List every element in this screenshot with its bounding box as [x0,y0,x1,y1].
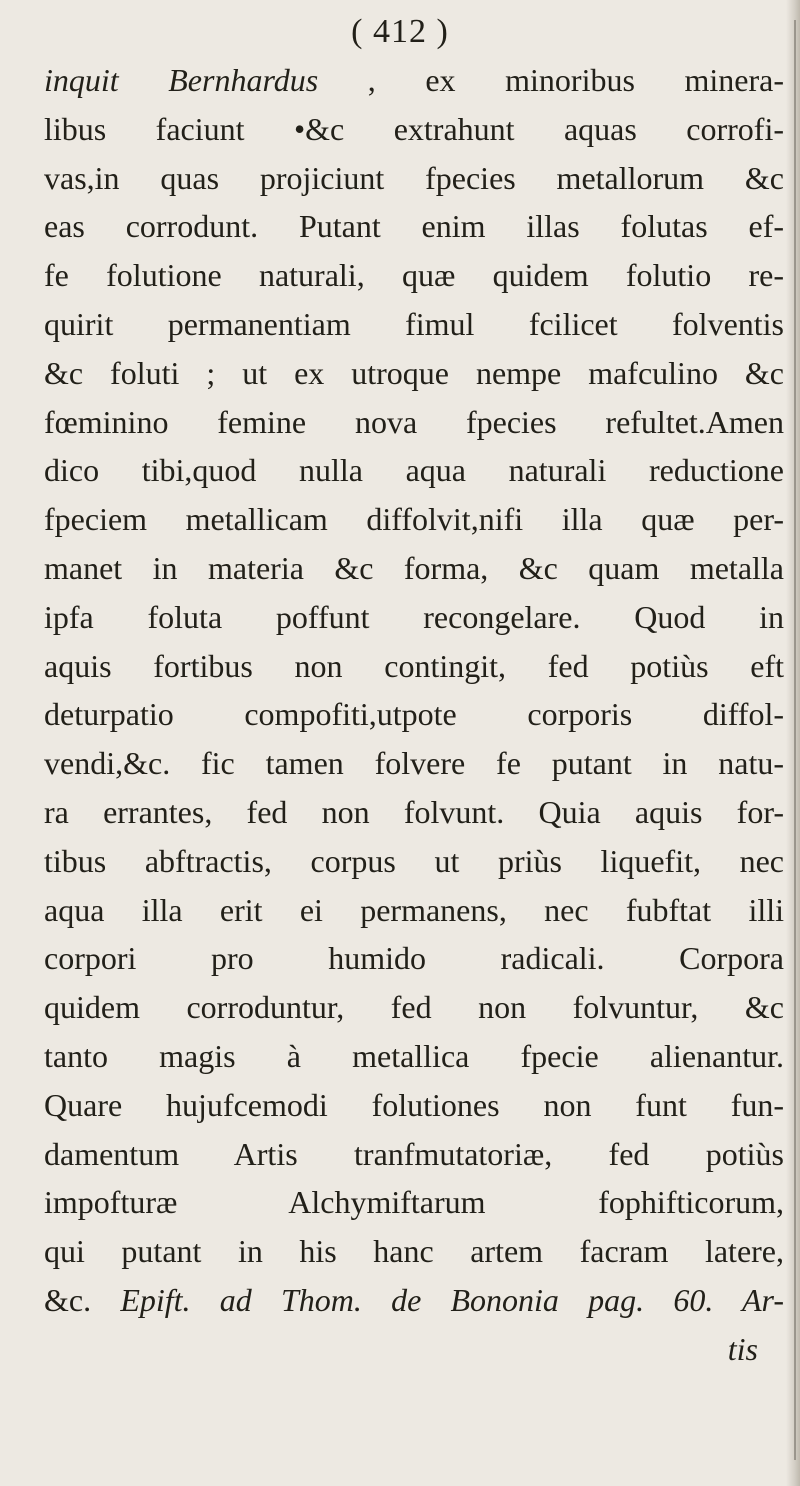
text-line: quidem corroduntur, fed non folvuntur, &c [44,989,784,1026]
text-line: deturpatio compofiti,utpote corporis diffol- [44,696,784,733]
text-line: ra errantes, fed non folvunt. Quia aquis for- [44,793,784,830]
text-line: &c foluti ; ut ex utroque nempe mafculino &c [44,354,784,391]
text-line: aqua illa erit ei permanens, nec fubftat illi [44,891,784,928]
text-line: impofturæ Alchymiftarum fophifticorum, [44,1184,784,1221]
text-line: damentum Artis tranfmutatoriæ, fed potiùs [44,1135,784,1172]
line-text: &c. [44,1281,121,1318]
text-line: manet in materia &c forma, &c quam metalla [44,549,784,586]
text-line: fpeciem metallicam diffolvit,nifi illa quæ per- [44,501,784,538]
citation: Epift. ad Thom. de Bononia pag. 60. Ar- [120,1281,785,1318]
text-line [44,1276,784,1325]
text-line: tanto magis à metallica fpecie alienantur. [44,1037,784,1074]
text-line: ipfa foluta poffunt recongelare. Quod in [44,598,784,635]
text-line [44,56,784,105]
body-text [44,56,784,1374]
text-line: Quare hujufcemodi folutiones non funt fun- [44,1086,784,1123]
text-line: dico tibi,quod nulla aqua naturali reductione [44,452,784,489]
text-line: vas,in quas projiciunt fpecies metallorum &c [44,159,784,196]
text-line: eas corrodunt. Putant enim illas folutas ef- [44,208,784,245]
text-line: qui putant in his hanc artem facram latere, [44,1233,784,1270]
page-number: ( 412 ) [351,13,449,50]
text-line: fœminino femine nova fpecies refultet.Amen [44,403,784,440]
text-line: tibus abftractis, corpus ut priùs liquefit, nec [44,842,784,879]
text-line: quirit permanentiam fimul fcilicet folventis [44,305,784,342]
text-line: fe folutione naturali, quæ quidem folutio re- [44,257,784,294]
binding-line [794,20,796,1460]
text-line: libus faciunt •&c extrahunt aquas corrofi- [44,110,784,147]
text-line: vendi,&c. fic tamen folvere fe putant in natu- [44,745,784,782]
cited-author: inquit Bernhardus [44,62,319,98]
catchword: tis [727,1330,758,1367]
text-line: corpori pro humido radicali. Corpora [44,940,784,977]
line-text: , ex minoribus minera- [318,62,785,98]
text-line: aquis fortibus non contingit, fed potiùs eft [44,647,784,684]
page-edge-shadow [786,0,800,1486]
